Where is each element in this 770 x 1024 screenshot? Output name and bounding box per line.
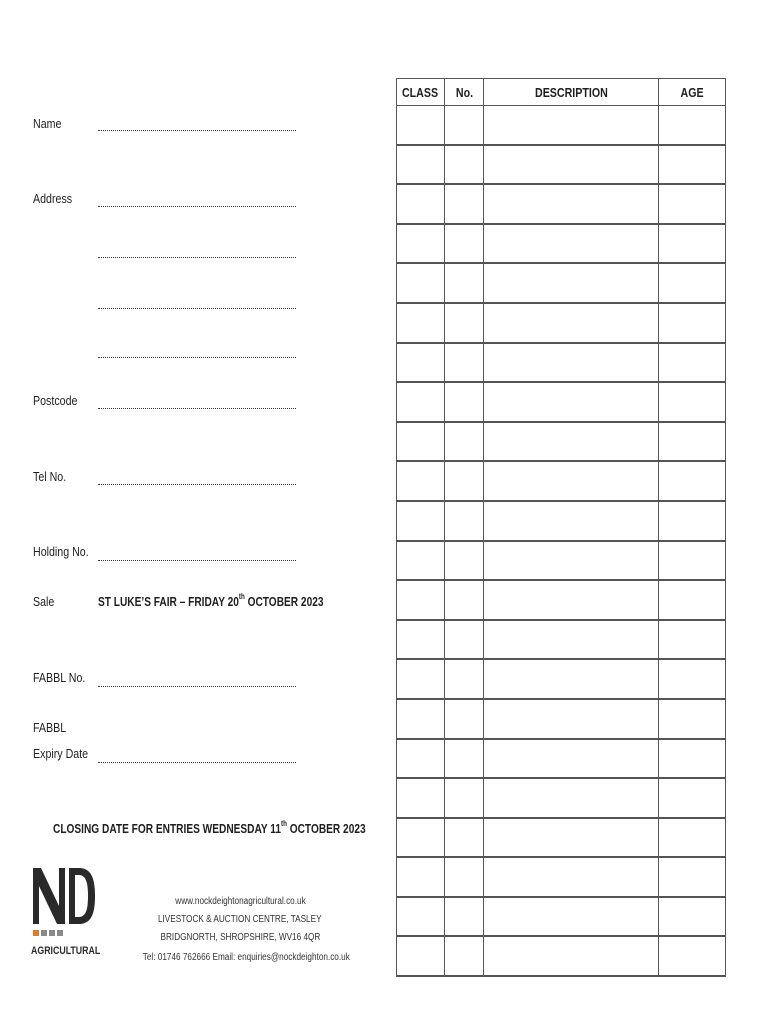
table-row: [397, 936, 726, 976]
cell-no[interactable]: [445, 699, 484, 739]
cell-no[interactable]: [445, 461, 484, 501]
tel-label: Tel No.: [33, 469, 67, 484]
cell-class[interactable]: [397, 739, 445, 779]
cell-description[interactable]: [484, 580, 659, 620]
table-row: [397, 382, 726, 422]
cell-class[interactable]: [397, 501, 445, 541]
cell-age[interactable]: [659, 699, 726, 739]
fabbl-expiry-field[interactable]: [98, 762, 296, 763]
table-row: [397, 263, 726, 303]
cell-age[interactable]: [659, 461, 726, 501]
cell-no[interactable]: [445, 659, 484, 699]
cell-class[interactable]: [397, 699, 445, 739]
cell-no[interactable]: [445, 224, 484, 264]
cell-no[interactable]: [445, 501, 484, 541]
cell-description[interactable]: [484, 778, 659, 818]
cell-description[interactable]: [484, 224, 659, 264]
cell-class[interactable]: [397, 461, 445, 501]
cell-description[interactable]: [484, 936, 659, 976]
tel-field[interactable]: [98, 484, 296, 485]
cell-description[interactable]: [484, 303, 659, 343]
table-header-row: [397, 79, 726, 106]
header-class: CLASS: [397, 79, 445, 106]
cell-no[interactable]: [445, 145, 484, 185]
table-row: [397, 461, 726, 501]
cell-age[interactable]: [659, 857, 726, 897]
contact-phone-email: Tel: 01746 762666 Email: enquiries@nockdeighton.co.uk: [142, 952, 350, 963]
cell-no[interactable]: [445, 184, 484, 224]
entries-table: [396, 78, 726, 977]
address-label: Address: [33, 191, 73, 206]
table-row: [397, 303, 726, 343]
cell-class[interactable]: [397, 659, 445, 699]
cell-age[interactable]: [659, 580, 726, 620]
table-row: [397, 739, 726, 779]
cell-description[interactable]: [484, 818, 659, 858]
cell-description[interactable]: [484, 541, 659, 581]
header-no: No.: [445, 79, 484, 106]
header-description: DESCRIPTION: [484, 79, 659, 106]
cell-class[interactable]: [397, 778, 445, 818]
cell-no[interactable]: [445, 739, 484, 779]
cell-class[interactable]: [397, 936, 445, 976]
table-row: [397, 620, 726, 660]
cell-class[interactable]: [397, 343, 445, 383]
closing-date: CLOSING DATE FOR ENTRIES WEDNESDAY 11th OCTOBER 2023: [53, 819, 366, 836]
cell-class[interactable]: [397, 857, 445, 897]
header-age: AGE: [659, 79, 726, 106]
cell-description[interactable]: [484, 897, 659, 937]
cell-description[interactable]: [484, 739, 659, 779]
postcode-label: Postcode: [33, 393, 78, 408]
cell-class[interactable]: [397, 541, 445, 581]
cell-description[interactable]: [484, 382, 659, 422]
table-row: [397, 659, 726, 699]
cell-class[interactable]: [397, 224, 445, 264]
entries-body: [397, 106, 726, 977]
cell-age[interactable]: [659, 620, 726, 660]
cell-no[interactable]: [445, 422, 484, 462]
cell-no[interactable]: [445, 343, 484, 383]
cell-class[interactable]: [397, 106, 445, 145]
address-field-line-3[interactable]: [98, 308, 296, 309]
address-field-line-2[interactable]: [98, 257, 296, 258]
cell-class[interactable]: [397, 422, 445, 462]
cell-no[interactable]: [445, 857, 484, 897]
cell-no[interactable]: [445, 106, 484, 145]
holding-label: Holding No.: [33, 544, 89, 559]
cell-class[interactable]: [397, 382, 445, 422]
sale-label: Sale: [33, 594, 55, 609]
cell-age[interactable]: [659, 818, 726, 858]
cell-no[interactable]: [445, 620, 484, 660]
cell-description[interactable]: [484, 184, 659, 224]
cell-age[interactable]: [659, 303, 726, 343]
cell-class[interactable]: [397, 897, 445, 937]
table-row: [397, 857, 726, 897]
cell-class[interactable]: [397, 580, 445, 620]
table-row: [397, 580, 726, 620]
logo-text: AGRICULTURAL: [31, 945, 101, 957]
contact-address-2: BRIDGNORTH, SHROPSHIRE, WV16 4QR: [160, 932, 320, 943]
cell-description[interactable]: [484, 343, 659, 383]
table-row: [397, 541, 726, 581]
table-row: [397, 224, 726, 264]
contact-address-1: LIVESTOCK & AUCTION CENTRE, TASLEY: [158, 914, 322, 925]
cell-age[interactable]: [659, 541, 726, 581]
cell-age[interactable]: [659, 897, 726, 937]
cell-no[interactable]: [445, 936, 484, 976]
fabbl-expiry-label-1: FABBL: [33, 720, 67, 735]
fabbl-label: FABBL No.: [33, 670, 86, 685]
cell-description[interactable]: [484, 699, 659, 739]
postcode-field[interactable]: [98, 408, 296, 409]
address-field-line-4[interactable]: [98, 357, 296, 358]
cell-class[interactable]: [397, 620, 445, 660]
fabbl-field[interactable]: [98, 686, 296, 687]
cell-age[interactable]: [659, 659, 726, 699]
cell-no[interactable]: [445, 303, 484, 343]
cell-age[interactable]: [659, 145, 726, 185]
cell-description[interactable]: [484, 620, 659, 660]
cell-description[interactable]: [484, 461, 659, 501]
cell-no[interactable]: [445, 541, 484, 581]
cell-description[interactable]: [484, 145, 659, 185]
cell-class[interactable]: [397, 303, 445, 343]
cell-age[interactable]: [659, 224, 726, 264]
cell-description[interactable]: [484, 263, 659, 303]
cell-no[interactable]: [445, 818, 484, 858]
cell-no[interactable]: [445, 897, 484, 937]
cell-no[interactable]: [445, 778, 484, 818]
name-label: Name: [33, 116, 62, 131]
cell-class[interactable]: [397, 818, 445, 858]
cell-description[interactable]: [484, 106, 659, 145]
cell-age[interactable]: [659, 184, 726, 224]
table-row: [397, 145, 726, 185]
cell-description[interactable]: [484, 422, 659, 462]
sale-value: ST LUKE’S FAIR – FRIDAY 20th OCTOBER 2023: [98, 592, 324, 609]
cell-age[interactable]: [659, 263, 726, 303]
table-row: [397, 184, 726, 224]
cell-description[interactable]: [484, 857, 659, 897]
table-row: [397, 343, 726, 383]
cell-age[interactable]: [659, 382, 726, 422]
cell-no[interactable]: [445, 580, 484, 620]
cell-class[interactable]: [397, 184, 445, 224]
table-row: [397, 699, 726, 739]
cell-age[interactable]: [659, 739, 726, 779]
cell-age[interactable]: [659, 343, 726, 383]
table-row: [397, 501, 726, 541]
holding-field[interactable]: [98, 560, 296, 561]
table-row: [397, 106, 726, 145]
address-field-line-1[interactable]: [98, 206, 296, 207]
cell-no[interactable]: [445, 382, 484, 422]
cell-description[interactable]: [484, 501, 659, 541]
cell-class[interactable]: [397, 263, 445, 303]
cell-class[interactable]: [397, 145, 445, 185]
cell-age[interactable]: [659, 501, 726, 541]
cell-no[interactable]: [445, 263, 484, 303]
table-row: [397, 778, 726, 818]
cell-age[interactable]: [659, 422, 726, 462]
cell-age[interactable]: [659, 936, 726, 976]
name-field[interactable]: [98, 130, 296, 131]
cell-age[interactable]: [659, 106, 726, 145]
cell-age[interactable]: [659, 778, 726, 818]
contact-website[interactable]: www.nockdeightonagricultural.co.uk: [174, 896, 306, 907]
table-row: [397, 818, 726, 858]
table-row: [397, 897, 726, 937]
fabbl-expiry-label-2: Expiry Date: [33, 746, 89, 761]
table-row: [397, 422, 726, 462]
cell-description[interactable]: [484, 659, 659, 699]
